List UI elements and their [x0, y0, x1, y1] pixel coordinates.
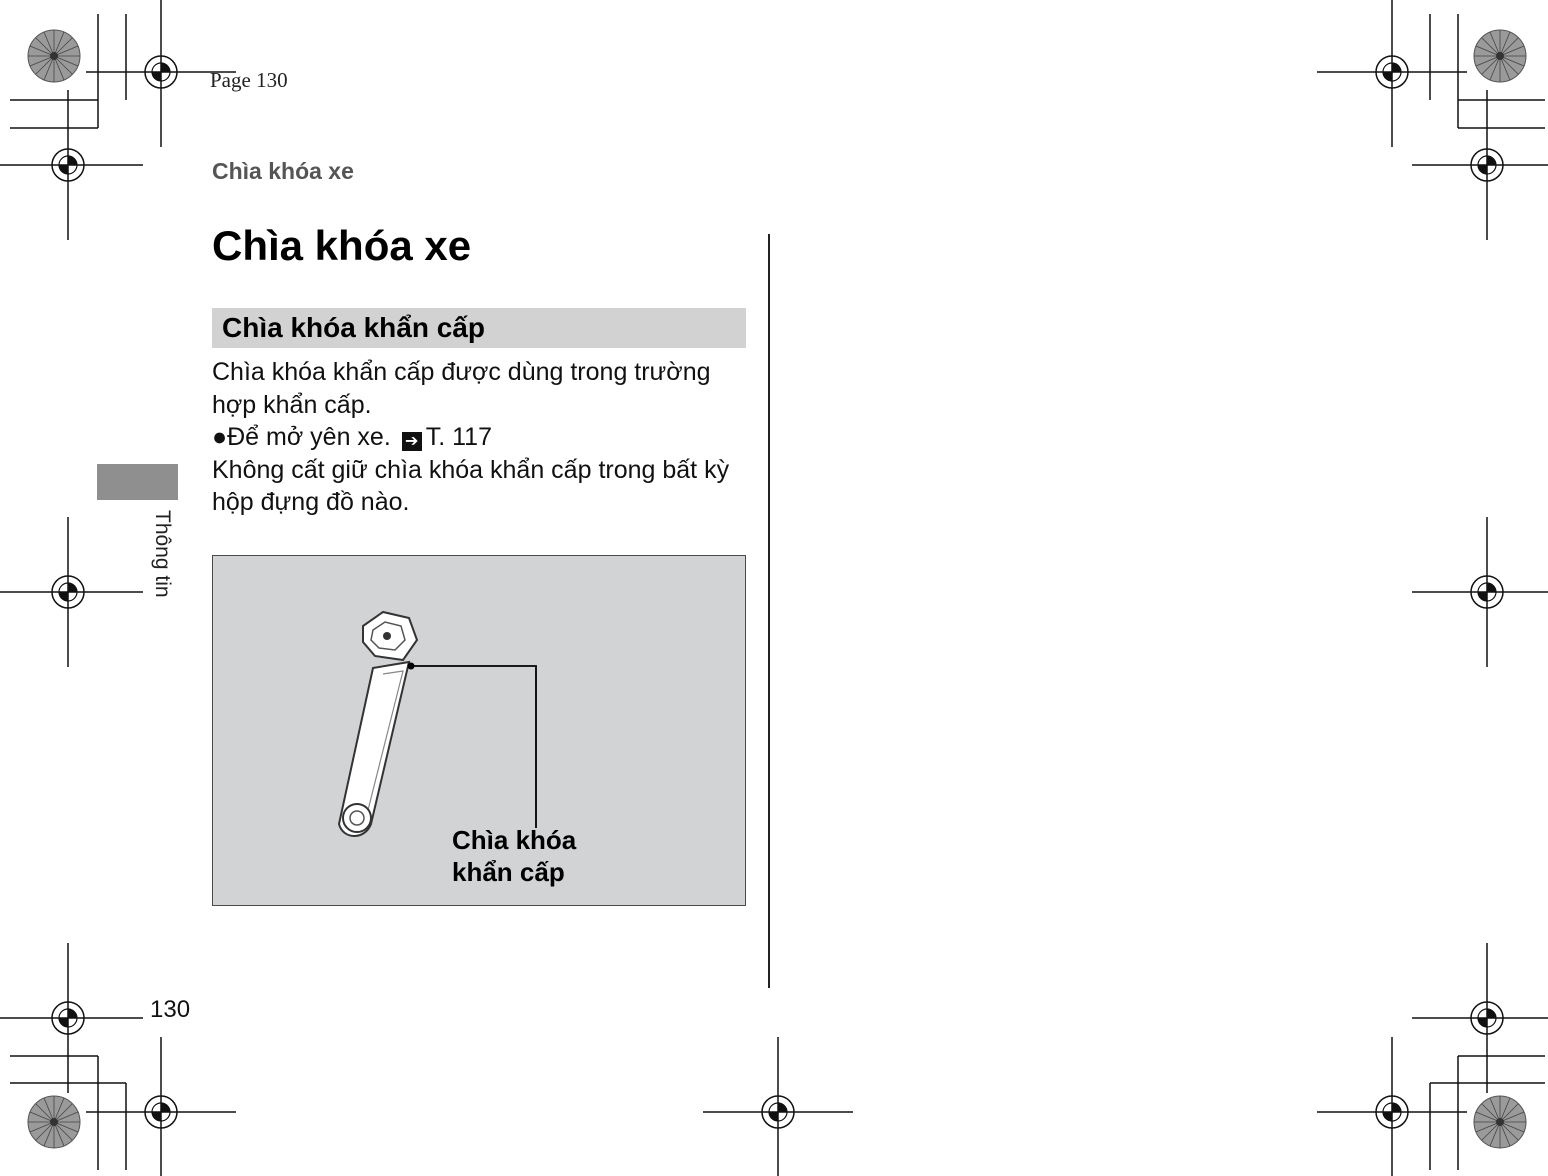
emergency-key-figure [212, 555, 746, 906]
section-heading-bar [212, 308, 746, 348]
bullet-text: Để mở yên xe. [227, 423, 391, 451]
reference-arrow-icon: ➔ [402, 432, 422, 451]
page-reference: T. 117 [425, 423, 492, 451]
crosshair-registration-icon [1412, 517, 1548, 667]
bullet-item [212, 421, 752, 454]
color-bar-circle-icon [1474, 30, 1526, 82]
section-body [212, 356, 752, 519]
crosshair-registration-icon [1412, 943, 1548, 1093]
paragraph-intro: Chìa khóa khẩn cấp được dùng trong trường hợp khẩn cấp. [212, 358, 711, 419]
section-title: Chìa khóa khẩn cấp [222, 312, 485, 343]
callout-line-2: khẩn cấp [452, 857, 565, 887]
running-header: Chìa khóa xe [212, 158, 354, 184]
color-bar-circle-icon [1474, 1096, 1526, 1148]
crosshair-registration-icon [703, 1037, 853, 1176]
crosshair-registration-icon [1412, 90, 1548, 240]
color-bar-circle-icon [28, 1096, 80, 1148]
figure-callout-label [452, 824, 576, 888]
print-page-label: Page 130 [210, 68, 288, 92]
chapter-tab [97, 464, 178, 500]
color-bar-circle-icon [28, 30, 80, 82]
crosshair-registration-icon [0, 517, 143, 667]
crosshair-registration-icon [1317, 0, 1467, 147]
page-number: 130 [150, 996, 191, 1023]
crosshair-registration-icon [0, 943, 143, 1093]
column-divider [768, 234, 770, 988]
crosshair-registration-icon [1317, 1037, 1467, 1176]
crosshair-registration-icon [0, 90, 143, 240]
bullet-circle-icon: ● [212, 423, 228, 451]
crosshair-registration-icon [86, 1037, 236, 1176]
chapter-tab-label: Thông tin [151, 510, 174, 598]
callout-line-1: Chìa khóa [452, 825, 577, 855]
page-title: Chìa khóa xe [212, 222, 472, 269]
paragraph-warning: Không cất giữ chìa khóa khẩn cấp trong bất kỳ hộp đựng đồ nào. [212, 455, 730, 516]
